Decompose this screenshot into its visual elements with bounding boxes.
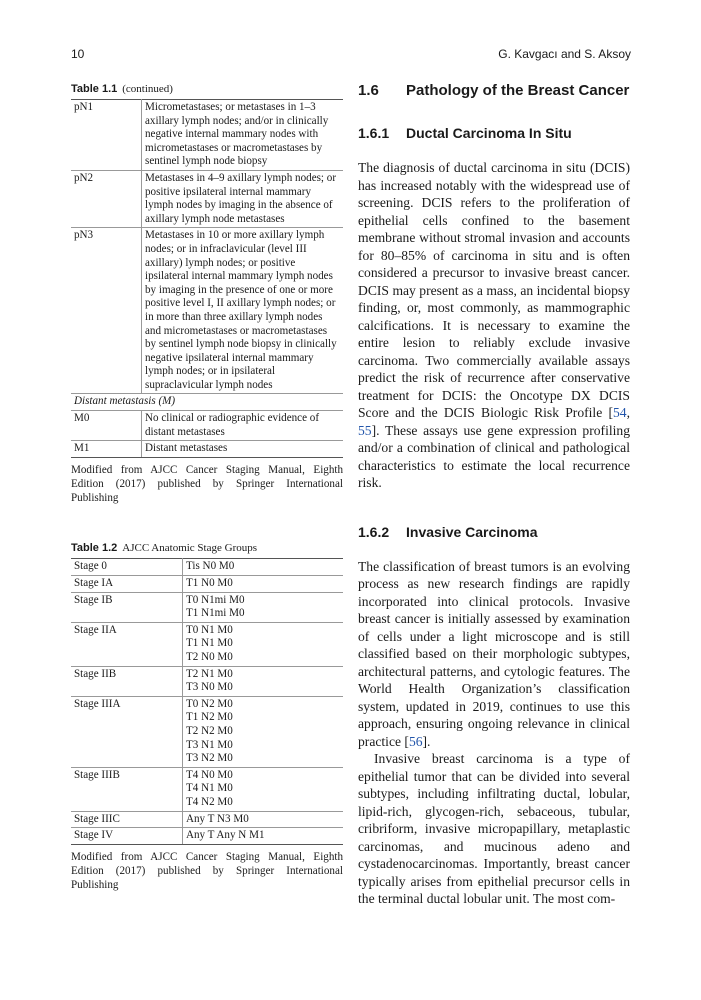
table-cell: Distant metastases xyxy=(142,441,344,458)
right-column xyxy=(358,82,630,908)
table2-caption-text: AJCC Anatomic Stage Groups xyxy=(122,542,258,555)
left-column xyxy=(71,82,343,892)
table-cell xyxy=(183,576,344,593)
table-cell: Stage IIA xyxy=(71,622,183,666)
table-row xyxy=(71,811,343,828)
paragraph-text: , xyxy=(626,405,630,420)
stage-group: T3 N0 M0 xyxy=(186,681,233,694)
stage-group: T1 N1 M0 xyxy=(186,637,233,650)
table-section-label: Distant metastasis (M) xyxy=(71,394,343,411)
citation-link[interactable]: 54 xyxy=(613,405,627,420)
table-cell: Stage IA xyxy=(71,576,183,593)
table-cell: pN1 xyxy=(71,100,142,171)
stage-group: T1 N1mi M0 xyxy=(186,607,245,620)
page-number: 10 xyxy=(71,47,85,61)
table-cell xyxy=(183,828,344,845)
subsection-number: 1.6.2 xyxy=(358,523,390,540)
table2-note: Modified from AJCC Cancer Staging Manual, Eighth Edition (2017) published by Springer International Publishing xyxy=(71,850,343,892)
table-row xyxy=(71,622,343,666)
stage-group: Tis N0 M0 xyxy=(186,560,235,573)
citation-link[interactable]: 56 xyxy=(408,733,423,749)
table-row xyxy=(71,666,343,696)
stage-group: T2 N1 M0 xyxy=(186,667,233,680)
stage-group: Any T N3 M0 xyxy=(186,812,249,825)
table-row xyxy=(71,100,343,171)
subsection-title: Invasive Carcinoma xyxy=(406,523,538,540)
section-heading xyxy=(358,82,630,100)
paragraph: Invasive breast carcinoma is a type of epithelial tumor that can be divided into several subtypes, including infiltrating ductal, lobular, lipid-rich, glycogen-rich, sebaceous, tubular, cribriform, invasive micropapillary, metaplastic carcinomas, and mucinous adeno and cystadenocarcinomas. Importantly, breast cancer typically arises from epithelial precursor cells in the terminal ductal lobular unit. The most com- xyxy=(358,751,630,906)
table1-label: Table 1.1 xyxy=(71,83,118,95)
section-body xyxy=(358,159,630,492)
section-body xyxy=(358,558,630,908)
stage-group: T4 N1 M0 xyxy=(186,782,233,795)
table2-label: Table 1.2 xyxy=(71,542,118,555)
table-row xyxy=(71,828,343,845)
table-cell: No clinical or radiographic evidence of distant metastases xyxy=(142,411,344,441)
table-cell: pN2 xyxy=(71,170,142,227)
table-cell xyxy=(183,767,344,811)
stage-group: T2 N0 M0 xyxy=(186,651,233,664)
paragraph xyxy=(358,558,630,751)
table-row xyxy=(71,411,343,441)
table-cell: Micrometastases; or metastases in 1–3 axillary lymph nodes; and/or in clinically negative internal mammary nodes with micrometastases or macrometastases by sentinel lymph node biopsy xyxy=(142,100,344,171)
stage-group: Any T Any N M1 xyxy=(186,829,265,842)
table-cell: Stage IIB xyxy=(71,666,183,696)
table2-caption xyxy=(71,541,343,555)
table-row xyxy=(71,696,343,767)
table1 xyxy=(71,99,343,458)
stage-group: T0 N1mi M0 xyxy=(186,593,245,606)
table-cell: Metastases in 10 or more axillary lymph nodes; or in infraclavicular (level III axillary) lymph nodes; or positive ipsilateral internal mammary lymph nodes by imaging in the presence of one or more positive level I, II axillary lymph nodes; or in more than three axillary lymph nodes and micrometastases or macrometastases by sentinel lymph node biopsy in clinically negative ipsilateral internal mammary lymph nodes; or in ipsilateral supraclavicular lymph nodes xyxy=(142,228,344,394)
citation-link[interactable]: 55 xyxy=(358,422,372,438)
table-cell: Stage IV xyxy=(71,828,183,845)
table-cell: pN3 xyxy=(71,228,142,394)
paragraph-text: The diagnosis of ductal carcinoma in situ (DCIS) has increased notably with the widespread use of screening. DCIS refers to the proliferation of epithelial cells confined to the basement membrane without stromal invasion and accounts for 80–85% of carcinoma in situ and is often considered a precursor to invasive breast cancer. DCIS may present as a mass, an incidental biopsy finding, or, most commonly, as mammographic calcifications. It is necessary to examine the entire lesion to reliably exclude invasive carcinoma. Two commercially available assays predict the risk of recurrence after conservative treatment for DCIS: the Oncotype DX DCIS Score and the DCIS Biologic Risk Profile [ xyxy=(358,160,630,420)
subsection-title: Ductal Carcinoma In Situ xyxy=(406,125,572,141)
paragraph-text: ]. These assays use gene expression profiling and/or a combination of clinical and pathological characteristics to estimate the local recurrence risk. xyxy=(358,422,630,490)
table-row xyxy=(71,441,343,458)
running-authors: G. Kavgacı and S. Aksoy xyxy=(498,47,631,61)
table-cell: Stage IB xyxy=(71,592,183,622)
table-row xyxy=(71,559,343,576)
section-number: 1.6 xyxy=(358,82,379,99)
stage-group: T3 N2 M0 xyxy=(186,752,233,765)
table-cell xyxy=(183,811,344,828)
table-row xyxy=(71,228,343,394)
subsection-heading xyxy=(358,524,630,541)
table-cell: M0 xyxy=(71,411,142,441)
table-row xyxy=(71,767,343,811)
table-section-row xyxy=(71,394,343,411)
stage-group: T0 N2 M0 xyxy=(186,697,233,710)
paragraph xyxy=(358,159,630,492)
stage-group: T1 N2 M0 xyxy=(186,711,233,724)
paragraph-text: The classification of breast tumors is an evolving process as new research findings are rapidly incorporated into clinical protocols. Invasive breast cancer is initially assessed by examination of cells under a light microscope and is still classified based on their morphologic subtypes, architectural patterns, and cytologic features. The World Health Organization’s classification system, updated in 2019, continues to use this approach, ensuring ongoing relevance in clinical practice [ xyxy=(358,558,630,749)
table-cell: M1 xyxy=(71,441,142,458)
stage-group: T4 N0 M0 xyxy=(186,768,233,781)
subsection-heading xyxy=(358,125,630,142)
table-row xyxy=(71,592,343,622)
table-cell xyxy=(183,592,344,622)
page-header xyxy=(71,47,631,67)
stage-group: T3 N1 M0 xyxy=(186,738,233,751)
stage-group: T1 N0 M0 xyxy=(186,577,233,590)
table2 xyxy=(71,558,343,844)
table-cell: Stage IIIC xyxy=(71,811,183,828)
table-cell: Stage IIIB xyxy=(71,767,183,811)
stage-group: T4 N2 M0 xyxy=(186,795,233,808)
stage-group: T2 N2 M0 xyxy=(186,724,233,737)
table1-caption xyxy=(71,82,343,96)
subsection-number: 1.6.1 xyxy=(358,125,390,141)
table-cell xyxy=(183,696,344,767)
paragraph-text: ]. xyxy=(422,733,431,749)
table-cell: Stage 0 xyxy=(71,559,183,576)
table-row xyxy=(71,170,343,227)
table-cell xyxy=(183,666,344,696)
table-cell: Stage IIIA xyxy=(71,696,183,767)
table-row xyxy=(71,576,343,593)
table1-note: Modified from AJCC Cancer Staging Manual, Eighth Edition (2017) published by Springer International Publishing xyxy=(71,463,343,505)
table-cell: Metastases in 4–9 axillary lymph nodes; or positive ipsilateral internal mammary lymph nodes by imaging in the absence of axillary lymph node metastases xyxy=(142,170,344,227)
stage-group: T0 N1 M0 xyxy=(186,623,233,636)
section-title: Pathology of the Breast Cancer xyxy=(406,82,630,99)
table1-caption-text: (continued) xyxy=(122,83,173,95)
table-cell xyxy=(183,559,344,576)
table-cell xyxy=(183,622,344,666)
